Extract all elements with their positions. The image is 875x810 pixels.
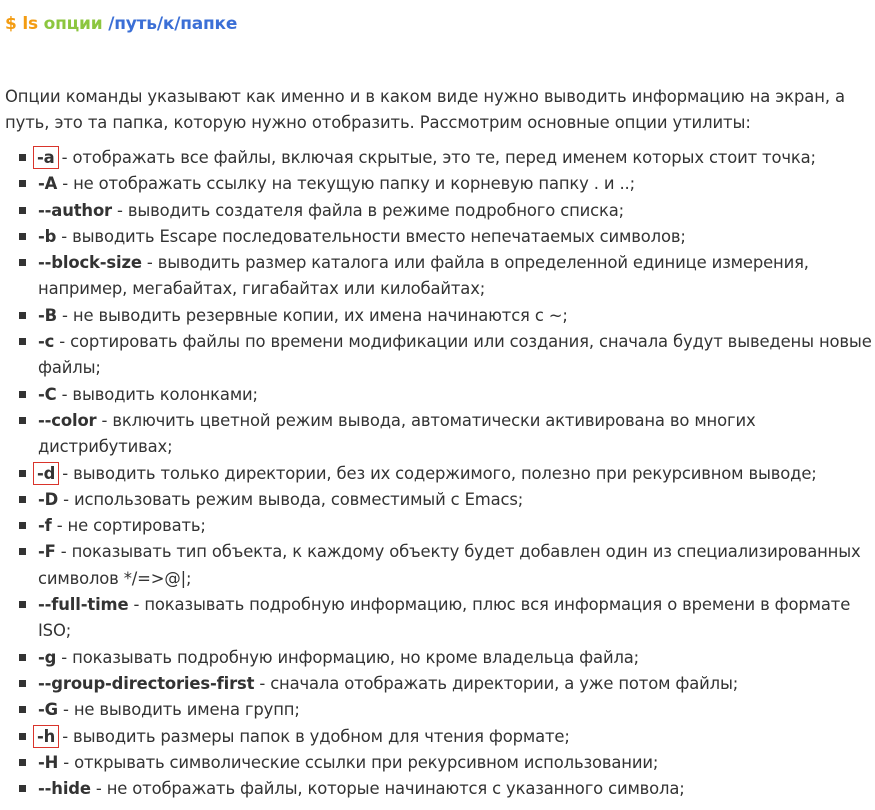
square-bullet-icon [19, 706, 26, 713]
option-item [0, 171, 872, 197]
option-description: - показывать подробную информацию, плюс вся информация о времени в формате ISO; [38, 595, 851, 641]
option-item [0, 408, 872, 461]
option-description: - открывать символические ссылки при рекурсивном использовании; [58, 752, 659, 772]
square-bullet-icon [19, 312, 26, 319]
option-flag: --block-size [38, 253, 142, 273]
option-item [0, 539, 872, 592]
square-bullet-icon [19, 338, 26, 345]
option-item [0, 224, 872, 250]
option-flag: --color [38, 410, 97, 430]
option-item [0, 750, 872, 776]
option-flag: -d [37, 463, 56, 483]
square-bullet-icon [19, 654, 26, 661]
square-bullet-icon [19, 496, 26, 503]
option-flag: -B [38, 305, 57, 325]
option-item [0, 697, 872, 723]
option-description: - не выводить резервные копии, их имена начинаются с ~; [57, 305, 568, 325]
option-item [0, 198, 872, 224]
option-flag: -A [38, 174, 58, 194]
option-flag: -b [38, 226, 57, 246]
option-description: - выводить колонками; [56, 384, 258, 404]
option-flag: -G [38, 700, 58, 720]
command-options-placeholder: опции [43, 14, 103, 34]
option-flag: --hide [38, 779, 91, 799]
option-description: - сортировать файлы по времени модификации или создания, сначала будут выведены новые файлы; [38, 332, 872, 378]
option-description: - включить цветной режим вывода, автоматически активирована во многих дистрибутивах; [38, 410, 756, 457]
square-bullet-icon [19, 759, 26, 766]
square-bullet-icon [19, 207, 26, 214]
option-description: - отображать все файлы, включая скрытые, это те, перед именем которых стоит точка; [56, 148, 816, 167]
option-flag: -f [38, 516, 52, 536]
option-description: - использовать режим вывода, совместимый с Emacs; [58, 489, 524, 509]
option-description: - не отображать ссылку на текущую папку и корневую папку . и ..; [57, 174, 635, 194]
intro-paragraph: Опции команды указывают как именно и в каком виде нужно выводить информацию на экран, а путь, это та папка, которую нужно отобразить. Рассмотрим основные опции утилиты: [5, 87, 845, 133]
square-bullet-icon [19, 391, 26, 398]
option-description: - выводить создателя файла в режиме подробного списка; [111, 200, 625, 220]
option-description: - не сортировать; [51, 516, 206, 536]
option-description: - сначала отображать директории, а уже потом файлы; [254, 673, 739, 693]
option-description: - показывать тип объекта, к каждому объекту будет добавлен один из специализированных символов */=>@|; [38, 542, 861, 588]
option-item [0, 487, 872, 513]
option-flag: --group-directories-first [38, 673, 255, 693]
square-bullet-icon [19, 180, 26, 187]
square-bullet-icon [19, 470, 26, 477]
square-bullet-icon [19, 733, 26, 740]
option-flag: --full-time [38, 595, 129, 615]
option-item [0, 145, 872, 171]
option-item [0, 303, 872, 329]
square-bullet-icon [19, 233, 26, 240]
option-item [0, 461, 872, 487]
option-item [0, 250, 872, 303]
option-flag: -h [37, 726, 56, 746]
option-item [0, 592, 872, 645]
command-prompt: $ [5, 14, 17, 34]
command-path-placeholder: /путь/к/папке [108, 14, 238, 34]
option-item [0, 671, 872, 697]
option-description: - выводить только директории, без их содержимого, полезно при рекурсивном выводе; [57, 463, 817, 483]
square-bullet-icon [19, 417, 26, 424]
option-item [0, 645, 872, 671]
square-bullet-icon [19, 154, 26, 161]
option-flag: -D [38, 489, 59, 509]
option-flag: -C [38, 384, 57, 404]
command-name: ls [22, 14, 38, 34]
option-flag: -g [38, 647, 57, 667]
square-bullet-icon [19, 785, 26, 792]
option-flag: --author [38, 200, 112, 220]
square-bullet-icon [19, 522, 26, 529]
option-flag: -F [38, 542, 56, 562]
options-list [0, 145, 872, 802]
option-item [0, 329, 872, 382]
option-flag: -a [37, 148, 55, 167]
square-bullet-icon [19, 259, 26, 266]
command-syntax [5, 14, 237, 34]
option-item [0, 724, 872, 750]
option-flag: -H [38, 752, 59, 772]
option-description: - показывать подробную информацию, но кроме владельца файла; [56, 647, 640, 667]
option-description: - выводить Escape последовательности вместо непечатаемых символов; [56, 226, 686, 246]
option-item [0, 382, 872, 408]
option-description: - не отображать файлы, которые начинаются с указанного символа; [90, 779, 685, 799]
option-description: - выводить размеры папок в удобном для чтения формате; [57, 726, 570, 746]
square-bullet-icon [19, 680, 26, 687]
option-item [0, 513, 872, 539]
option-flag: -c [38, 332, 55, 352]
square-bullet-icon [19, 601, 26, 608]
option-item [0, 776, 872, 802]
option-description: - выводить размер каталога или файла в определенной единице измерения, например, мегабайтах, гигабайтах или килобайтах; [38, 253, 809, 299]
option-description: - не выводить имена групп; [57, 700, 300, 720]
square-bullet-icon [19, 548, 26, 555]
